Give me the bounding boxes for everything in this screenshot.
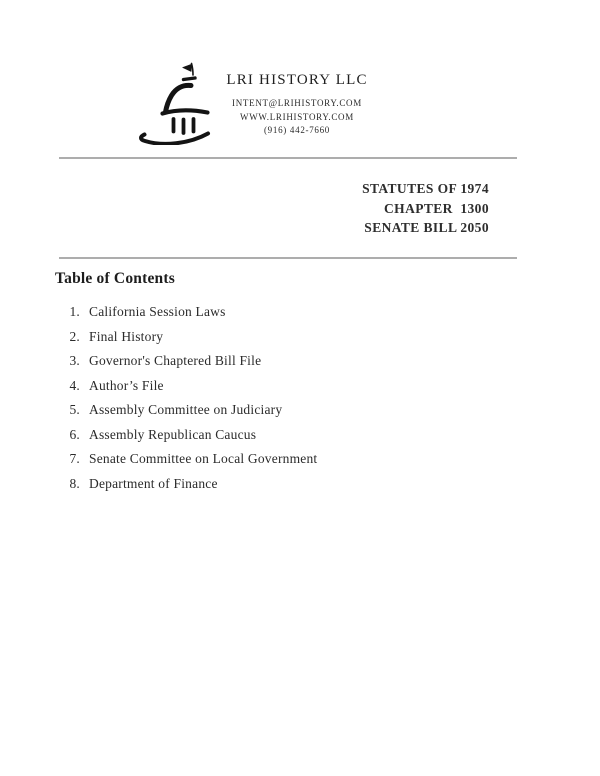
letterhead: [197, 72, 397, 138]
toc-item-number: 1.: [69, 304, 80, 319]
bill-reference: [362, 179, 489, 238]
toc-heading: Table of Contents: [55, 270, 175, 287]
toc-item-number: 3.: [69, 353, 80, 368]
divider-bottom: [59, 257, 517, 259]
toc-item: [0, 477, 600, 491]
toc-item: [0, 452, 600, 466]
company-email: INTENT@LRIHISTORY.COM: [232, 98, 362, 108]
company-phone: (916) 442-7660: [263, 125, 331, 135]
toc-item: [0, 428, 600, 442]
toc-item: [0, 354, 600, 368]
toc-item: [0, 379, 600, 393]
toc-item-number: 6.: [69, 426, 80, 442]
toc-item-label: Final History: [89, 328, 164, 344]
toc-item: [0, 305, 600, 319]
toc-item-number: 8.: [69, 475, 80, 491]
toc-item-label: Assembly Committee on Judiciary: [89, 402, 283, 417]
toc-item: [0, 330, 600, 344]
senate-bill-line: SENATE BILL 2050: [364, 220, 489, 235]
toc-item-number: 2.: [69, 328, 80, 344]
statutes-line: STATUTES OF 1974: [362, 181, 489, 196]
toc-item-number: 7.: [69, 451, 80, 466]
company-name: LRI HISTORY LLC: [226, 72, 368, 88]
toc-item-label: Assembly Republican Caucus: [89, 426, 257, 442]
toc-item-label: California Session Laws: [89, 304, 226, 319]
toc-item-label: Author’s File: [89, 377, 164, 393]
toc-item-label: Department of Finance: [89, 475, 218, 491]
toc-item-number: 4.: [69, 377, 80, 393]
company-website: WWW.LRIHISTORY.COM: [240, 111, 354, 122]
toc-item-number: 5.: [69, 402, 80, 417]
divider-top: [59, 157, 517, 159]
toc-item-label: Senate Committee on Local Government: [89, 451, 318, 466]
toc-item-label: Governor's Chaptered Bill File: [89, 353, 262, 368]
chapter-line: CHAPTER 1300: [384, 200, 489, 216]
toc-list: [0, 305, 600, 501]
toc-item: [0, 403, 600, 417]
